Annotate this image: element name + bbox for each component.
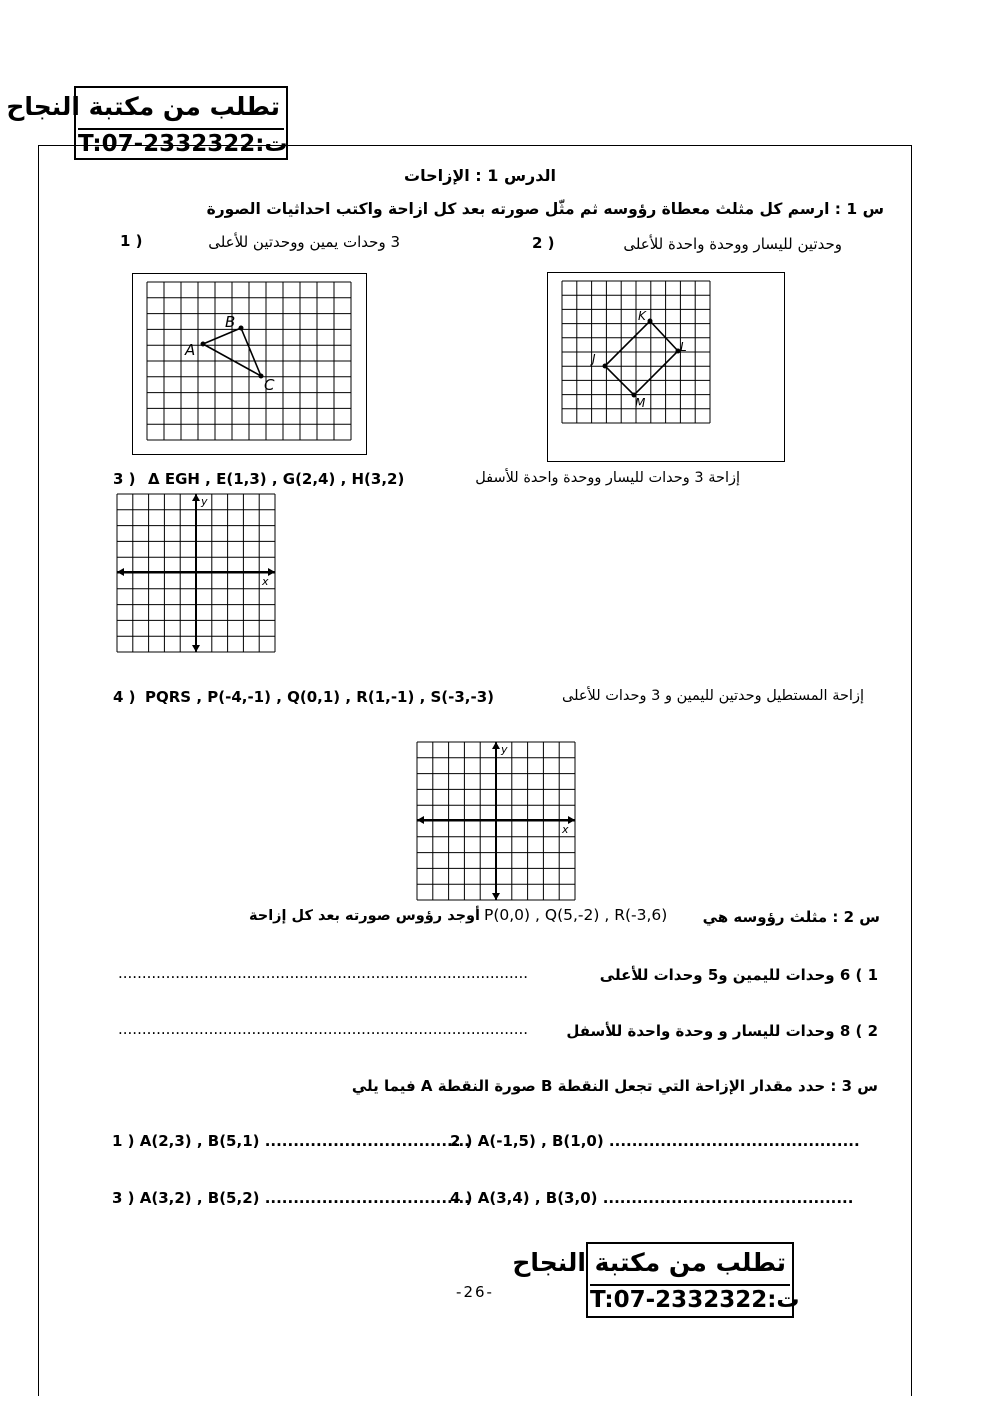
plane3-x-label: x (262, 575, 269, 588)
point-j (603, 364, 608, 369)
grid-quad-jklm (547, 272, 785, 462)
q3-row1-part2: 2 ) A(-1,5) , B(1,0) ............................................ (450, 1132, 860, 1150)
plane3-x-arrow-left (117, 568, 124, 576)
point-c (259, 374, 264, 379)
q2-prompt-text: س 2 : مثلث رؤوسه هي (702, 908, 880, 926)
plane3-y-arrow-up (192, 494, 200, 501)
triangle-side-bc (241, 328, 261, 376)
point-b (239, 326, 244, 331)
triangle-side-ab (203, 328, 241, 344)
lesson-title: الدرس 1 : الإزاحات (404, 166, 556, 185)
label-k: K (638, 309, 646, 323)
plane4-x-label: x (562, 823, 569, 836)
stamp-bottom-line2: T:07-2332322:ت (590, 1284, 790, 1313)
q1-item1-label: 1 ) (120, 232, 143, 250)
q1-item3-text: إزاحة 3 وحدات لليسار ووحدة واحدة للأسفل (475, 470, 740, 486)
q3-prompt: س 3 : حدد مقدار الإزاحة التي تجعل النقطة B صورة النقطة A فيما يلي (351, 1077, 878, 1095)
q1-item1-text: 3 وحدات يمين ووحدتين للأعلى (208, 233, 400, 251)
plane3-y-arrow-down (192, 645, 200, 652)
q2-item2: 2 ) 8 وحدات لليسار و وحدة واحدة للأسفل (566, 1022, 878, 1040)
label-j: J (592, 352, 596, 366)
plane4-y-arrow-down (492, 893, 500, 900)
page-number: -26- (456, 1283, 494, 1301)
q1-item4-label: 4 ) (113, 688, 136, 706)
grid-triangle-abc-svg (133, 274, 366, 454)
plane4-x-arrow-left (417, 816, 424, 824)
label-a: A (185, 341, 196, 359)
q1-item3-label: 3 ) (113, 470, 136, 488)
plane3-x-arrow-right (268, 568, 275, 576)
q1-item4-text: إزاحة المستطيل وحدتين لليمين و 3 وحدات للأعلى (562, 688, 864, 704)
q2-item1: 1 ) 6 وحدات لليمين و5 وحدات للأعلى (599, 966, 878, 984)
q2-prompt-tail: أوجد رؤوس صورته بعد كل إزاحة (248, 908, 480, 924)
coordinate-plane-4 (415, 740, 577, 902)
q2-item1-answer-line: ...................................................................................... (118, 964, 529, 982)
q1-item3-math: Δ EGH , E(1,3) , G(2,4) , H(3,2) (148, 470, 405, 488)
q1-item4-math: PQRS , P(-4,-1) , Q(0,1) , R(1,-1) , S(-3,-3) (145, 688, 495, 706)
coordinate-plane-3 (115, 492, 277, 654)
coordinate-plane-4-svg (415, 740, 577, 902)
q1-prompt: س 1 : ارسم كل مثلث معطاة رؤوسه ثم مثّل صورته بعد كل ازاحة واكتب احداثيات الصورة (206, 200, 884, 218)
label-c: C (264, 376, 275, 394)
label-l: L (680, 340, 687, 354)
plane4-y-arrow-up (492, 742, 500, 749)
label-b: B (225, 313, 236, 331)
grid-triangle-abc (132, 273, 367, 455)
stamp-bottom (512, 1242, 800, 1318)
stamp-top-line1: تطلب من مكتبة النجاح (6, 92, 280, 121)
plane4-y-label: y (501, 743, 508, 756)
label-m: M (635, 396, 646, 410)
point-k (648, 319, 653, 324)
coordinate-plane-3-svg (115, 492, 277, 654)
stamp-bottom-line1: تطلب من مكتبة النجاح (512, 1248, 786, 1277)
point-a (201, 342, 206, 347)
q1-item2-text: وحدتين لليسار ووحدة واحدة للأعلى (623, 235, 842, 253)
plane4-x-arrow-right (568, 816, 575, 824)
q2-prompt-math: P(0,0) , Q(5,-2) , R(-3,6) (484, 906, 668, 924)
stamp-top-line2: T:07-2332322:ت (78, 128, 284, 157)
q1-item2-label: 2 ) (532, 234, 555, 252)
q3-row2-part2: 4 ) A(3,4) , B(3,0) ............................................ (450, 1189, 854, 1207)
grid-quad-jklm-svg (548, 273, 784, 461)
q2-item2-answer-line: ...................................................................................... (118, 1020, 529, 1038)
quad-jklm (605, 321, 678, 395)
q3-row1-part1: 1 ) A(2,3) , B(5,1) .................................... (112, 1132, 470, 1150)
q3-row2-part1: 3 ) A(3,2) , B(5,2) .................................... (112, 1189, 470, 1207)
plane3-y-label: y (201, 495, 208, 508)
